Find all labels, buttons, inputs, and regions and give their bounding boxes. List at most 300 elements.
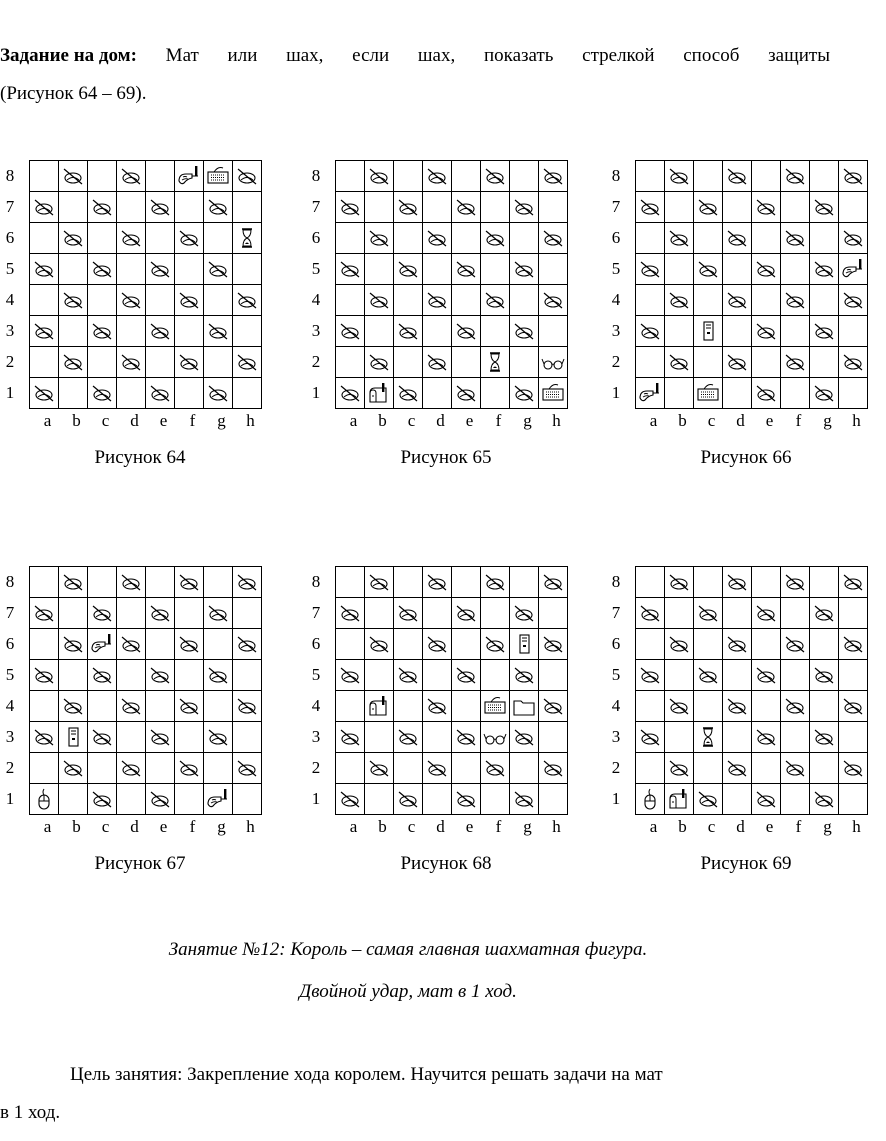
square-f6 xyxy=(175,223,204,254)
dark-square-hatch-icon xyxy=(754,664,778,686)
square-d6 xyxy=(423,223,452,254)
rank-label: 3 xyxy=(611,321,621,340)
task-line-1 xyxy=(0,44,830,68)
rank-label: 3 xyxy=(311,727,321,746)
square-h2 xyxy=(539,753,568,784)
dark-square-hatch-icon xyxy=(725,227,749,249)
square-a6 xyxy=(336,223,365,254)
keyboard-king-icon xyxy=(696,382,720,404)
file-label: h xyxy=(852,817,861,836)
rank-label: 2 xyxy=(5,758,15,777)
square-c6 xyxy=(88,629,117,660)
square-h5 xyxy=(233,660,262,691)
square-f6 xyxy=(481,223,510,254)
square-b7 xyxy=(365,598,394,629)
dark-square-hatch-icon xyxy=(235,633,259,655)
rank-label: 4 xyxy=(611,696,621,715)
square-h6 xyxy=(839,223,868,254)
square-f7 xyxy=(781,598,810,629)
chess-diagram xyxy=(0,160,280,468)
square-c4 xyxy=(394,691,423,722)
file-label: c xyxy=(407,411,416,430)
dark-square-hatch-icon xyxy=(32,726,56,748)
square-h4 xyxy=(839,285,868,316)
lesson-goal: Цель занятия: Закрепление хода королем. Научится решать задачи на мат xyxy=(70,1064,663,1085)
square-c1 xyxy=(394,784,423,815)
file-label: b xyxy=(72,817,81,836)
dark-square-hatch-icon xyxy=(396,664,420,686)
chessboard xyxy=(29,160,262,409)
dark-square-hatch-icon xyxy=(367,633,391,655)
square-e5 xyxy=(752,254,781,285)
hourglass-bishop-icon xyxy=(235,227,259,249)
square-d8 xyxy=(423,567,452,598)
dark-square-hatch-icon xyxy=(119,289,143,311)
lesson-title: Занятие №12: Король – самая главная шахматная фигура. xyxy=(168,939,648,960)
dark-square-hatch-icon xyxy=(667,351,691,373)
square-c6 xyxy=(394,629,423,660)
square-h4 xyxy=(233,285,262,316)
rank-label: 8 xyxy=(5,572,15,591)
diagram-caption: Рисунок 67 xyxy=(94,853,186,874)
square-e6 xyxy=(146,629,175,660)
square-b6 xyxy=(365,629,394,660)
dark-square-hatch-icon xyxy=(454,196,478,218)
square-g1 xyxy=(204,784,233,815)
square-f2 xyxy=(781,753,810,784)
square-g5 xyxy=(204,254,233,285)
square-h1 xyxy=(839,378,868,409)
dark-square-hatch-icon xyxy=(754,196,778,218)
dark-square-hatch-icon xyxy=(454,664,478,686)
dark-square-hatch-icon xyxy=(206,258,230,280)
square-g6 xyxy=(510,629,539,660)
square-a7 xyxy=(30,192,59,223)
mouse-pawn-icon xyxy=(638,788,662,810)
dark-square-hatch-icon xyxy=(206,602,230,624)
square-d1 xyxy=(723,784,752,815)
square-h7 xyxy=(233,192,262,223)
square-f8 xyxy=(481,567,510,598)
square-c7 xyxy=(88,598,117,629)
dark-square-hatch-icon xyxy=(148,664,172,686)
square-h5 xyxy=(839,660,868,691)
square-d7 xyxy=(423,598,452,629)
square-f2 xyxy=(481,347,510,378)
square-h6 xyxy=(233,629,262,660)
dark-square-hatch-icon xyxy=(454,382,478,404)
square-f1 xyxy=(175,378,204,409)
square-c8 xyxy=(694,161,723,192)
square-c8 xyxy=(88,161,117,192)
square-a2 xyxy=(336,347,365,378)
square-e5 xyxy=(452,660,481,691)
square-d8 xyxy=(723,161,752,192)
file-label: b xyxy=(378,817,387,836)
rank-label: 8 xyxy=(5,166,15,185)
square-g1 xyxy=(510,378,539,409)
dark-square-hatch-icon xyxy=(425,633,449,655)
file-label: h xyxy=(552,817,561,836)
dark-square-hatch-icon xyxy=(454,602,478,624)
rank-label: 7 xyxy=(5,603,15,622)
square-c4 xyxy=(694,285,723,316)
square-d2 xyxy=(117,347,146,378)
dark-square-hatch-icon xyxy=(367,227,391,249)
square-c7 xyxy=(88,192,117,223)
dark-square-hatch-icon xyxy=(725,571,749,593)
dark-square-hatch-icon xyxy=(638,602,662,624)
dark-square-hatch-icon xyxy=(483,289,507,311)
rank-label: 5 xyxy=(611,665,621,684)
square-f5 xyxy=(781,660,810,691)
chessboard xyxy=(635,160,868,409)
square-d3 xyxy=(117,722,146,753)
square-c2 xyxy=(394,753,423,784)
square-c7 xyxy=(394,192,423,223)
dark-square-hatch-icon xyxy=(338,726,362,748)
square-h1 xyxy=(233,784,262,815)
square-e1 xyxy=(752,378,781,409)
square-d2 xyxy=(723,753,752,784)
square-f3 xyxy=(781,316,810,347)
rank-label: 4 xyxy=(311,290,321,309)
hand-piece-icon xyxy=(841,258,865,280)
square-a1 xyxy=(336,784,365,815)
square-a1 xyxy=(636,784,665,815)
dark-square-hatch-icon xyxy=(512,382,536,404)
dark-square-hatch-icon xyxy=(235,289,259,311)
dark-square-hatch-icon xyxy=(725,695,749,717)
square-f7 xyxy=(175,192,204,223)
keyboard-king-icon xyxy=(541,382,565,404)
square-g8 xyxy=(204,161,233,192)
dark-square-hatch-icon xyxy=(32,196,56,218)
dark-square-hatch-icon xyxy=(754,602,778,624)
dark-square-hatch-icon xyxy=(235,695,259,717)
square-b8 xyxy=(59,567,88,598)
square-g7 xyxy=(810,192,839,223)
dark-square-hatch-icon xyxy=(177,351,201,373)
square-a6 xyxy=(336,629,365,660)
square-c3 xyxy=(694,316,723,347)
square-c5 xyxy=(88,254,117,285)
square-h7 xyxy=(233,598,262,629)
dark-square-hatch-icon xyxy=(32,258,56,280)
dark-square-hatch-icon xyxy=(425,351,449,373)
dark-square-hatch-icon xyxy=(812,602,836,624)
rank-label: 6 xyxy=(611,634,621,653)
dark-square-hatch-icon xyxy=(638,196,662,218)
square-g2 xyxy=(204,753,233,784)
file-label: g xyxy=(217,411,226,430)
square-a6 xyxy=(636,629,665,660)
square-d4 xyxy=(723,691,752,722)
square-g5 xyxy=(810,254,839,285)
glasses-knight-icon xyxy=(483,726,507,748)
square-g8 xyxy=(204,567,233,598)
square-h6 xyxy=(233,223,262,254)
dark-square-hatch-icon xyxy=(841,757,865,779)
square-h3 xyxy=(233,722,262,753)
square-d6 xyxy=(423,629,452,660)
task-word: защиты xyxy=(768,45,830,66)
square-a7 xyxy=(636,598,665,629)
square-g4 xyxy=(204,691,233,722)
square-b6 xyxy=(665,223,694,254)
square-a8 xyxy=(30,567,59,598)
square-h3 xyxy=(539,316,568,347)
square-b5 xyxy=(365,254,394,285)
square-a5 xyxy=(336,254,365,285)
dark-square-hatch-icon xyxy=(696,258,720,280)
rank-label: 3 xyxy=(611,727,621,746)
dark-square-hatch-icon xyxy=(90,382,114,404)
square-f6 xyxy=(175,629,204,660)
dark-square-hatch-icon xyxy=(696,196,720,218)
dark-square-hatch-icon xyxy=(177,227,201,249)
dark-square-hatch-icon xyxy=(841,351,865,373)
square-e1 xyxy=(452,784,481,815)
dark-square-hatch-icon xyxy=(61,757,85,779)
square-g4 xyxy=(204,285,233,316)
dark-square-hatch-icon xyxy=(367,757,391,779)
square-f2 xyxy=(175,753,204,784)
dark-square-hatch-icon xyxy=(177,695,201,717)
dark-square-hatch-icon xyxy=(638,726,662,748)
rank-label: 5 xyxy=(611,259,621,278)
square-f3 xyxy=(481,722,510,753)
square-f1 xyxy=(781,378,810,409)
dark-square-hatch-icon xyxy=(841,633,865,655)
rank-label: 3 xyxy=(5,727,15,746)
dark-square-hatch-icon xyxy=(754,258,778,280)
square-g4 xyxy=(810,285,839,316)
square-h7 xyxy=(839,192,868,223)
square-d2 xyxy=(423,753,452,784)
square-d5 xyxy=(723,660,752,691)
square-h2 xyxy=(839,347,868,378)
rank-label: 6 xyxy=(611,228,621,247)
dark-square-hatch-icon xyxy=(725,757,749,779)
square-b5 xyxy=(665,660,694,691)
dark-square-hatch-icon xyxy=(638,320,662,342)
dark-square-hatch-icon xyxy=(367,289,391,311)
dark-square-hatch-icon xyxy=(148,726,172,748)
square-b1 xyxy=(665,784,694,815)
square-c2 xyxy=(694,753,723,784)
square-e6 xyxy=(146,223,175,254)
square-b3 xyxy=(59,316,88,347)
diagram-caption: Рисунок 65 xyxy=(400,447,492,468)
file-label: e xyxy=(465,411,474,430)
square-d8 xyxy=(723,567,752,598)
square-a8 xyxy=(636,567,665,598)
square-e6 xyxy=(452,629,481,660)
hand-piece-icon xyxy=(177,165,201,187)
file-label: a xyxy=(349,411,358,430)
square-a1 xyxy=(336,378,365,409)
dark-square-hatch-icon xyxy=(396,320,420,342)
square-c3 xyxy=(88,722,117,753)
file-label: c xyxy=(407,817,416,836)
square-h2 xyxy=(539,347,568,378)
dark-square-hatch-icon xyxy=(32,602,56,624)
square-c3 xyxy=(694,722,723,753)
dark-square-hatch-icon xyxy=(32,320,56,342)
hourglass-bishop-icon xyxy=(483,351,507,373)
square-h4 xyxy=(233,691,262,722)
square-h1 xyxy=(233,378,262,409)
square-e4 xyxy=(452,285,481,316)
dark-square-hatch-icon xyxy=(812,320,836,342)
square-b5 xyxy=(59,660,88,691)
square-f5 xyxy=(175,660,204,691)
square-c6 xyxy=(88,223,117,254)
dark-square-hatch-icon xyxy=(396,726,420,748)
task-line-2: (Рисунок 64 – 69). xyxy=(0,83,147,104)
square-b4 xyxy=(59,691,88,722)
dark-square-hatch-icon xyxy=(512,664,536,686)
square-c3 xyxy=(394,722,423,753)
square-e4 xyxy=(146,691,175,722)
square-b4 xyxy=(665,691,694,722)
dark-square-hatch-icon xyxy=(812,726,836,748)
dark-square-hatch-icon xyxy=(754,726,778,748)
file-label: a xyxy=(43,411,52,430)
dark-square-hatch-icon xyxy=(638,258,662,280)
dark-square-hatch-icon xyxy=(696,602,720,624)
file-label: e xyxy=(765,817,774,836)
chessboard xyxy=(29,566,262,815)
dark-square-hatch-icon xyxy=(32,382,56,404)
square-e2 xyxy=(452,753,481,784)
square-c2 xyxy=(88,347,117,378)
file-label: h xyxy=(552,411,561,430)
square-d3 xyxy=(423,722,452,753)
square-a8 xyxy=(636,161,665,192)
square-g2 xyxy=(810,753,839,784)
square-d4 xyxy=(723,285,752,316)
square-b8 xyxy=(365,567,394,598)
rank-label: 5 xyxy=(5,259,15,278)
dark-square-hatch-icon xyxy=(667,289,691,311)
dark-square-hatch-icon xyxy=(235,351,259,373)
dark-square-hatch-icon xyxy=(454,320,478,342)
square-h7 xyxy=(539,598,568,629)
file-label: d xyxy=(436,411,445,430)
file-label: h xyxy=(246,411,255,430)
square-e6 xyxy=(752,223,781,254)
mailbox-queen-icon xyxy=(367,382,391,404)
square-g5 xyxy=(510,254,539,285)
square-h5 xyxy=(539,660,568,691)
folder-piece-icon xyxy=(512,695,536,717)
square-e5 xyxy=(146,254,175,285)
square-b3 xyxy=(365,722,394,753)
rank-label: 1 xyxy=(5,383,15,402)
square-g6 xyxy=(204,223,233,254)
dark-square-hatch-icon xyxy=(841,571,865,593)
diagram-caption: Рисунок 69 xyxy=(700,853,792,874)
square-d5 xyxy=(423,254,452,285)
square-f8 xyxy=(175,161,204,192)
dark-square-hatch-icon xyxy=(841,289,865,311)
square-h8 xyxy=(839,161,868,192)
square-h3 xyxy=(539,722,568,753)
dark-square-hatch-icon xyxy=(483,633,507,655)
file-label: a xyxy=(649,411,658,430)
square-e5 xyxy=(452,254,481,285)
square-d5 xyxy=(423,660,452,691)
square-g2 xyxy=(510,753,539,784)
square-f2 xyxy=(781,347,810,378)
dark-square-hatch-icon xyxy=(667,695,691,717)
square-c8 xyxy=(88,567,117,598)
file-label: a xyxy=(649,817,658,836)
square-h5 xyxy=(233,254,262,285)
file-label: d xyxy=(130,411,139,430)
square-d1 xyxy=(117,784,146,815)
dark-square-hatch-icon xyxy=(61,165,85,187)
square-h6 xyxy=(839,629,868,660)
rank-label: 7 xyxy=(311,603,321,622)
square-e2 xyxy=(452,347,481,378)
dark-square-hatch-icon xyxy=(338,196,362,218)
dark-square-hatch-icon xyxy=(541,757,565,779)
dark-square-hatch-icon xyxy=(206,726,230,748)
dark-square-hatch-icon xyxy=(667,165,691,187)
square-c5 xyxy=(694,254,723,285)
diagram-caption: Рисунок 66 xyxy=(700,447,792,468)
dark-square-hatch-icon xyxy=(783,351,807,373)
square-h4 xyxy=(539,285,568,316)
dark-square-hatch-icon xyxy=(119,351,143,373)
square-d6 xyxy=(117,223,146,254)
rank-label: 7 xyxy=(611,197,621,216)
dark-square-hatch-icon xyxy=(61,289,85,311)
dark-square-hatch-icon xyxy=(783,227,807,249)
square-g2 xyxy=(204,347,233,378)
dark-square-hatch-icon xyxy=(812,788,836,810)
square-f5 xyxy=(175,254,204,285)
square-a2 xyxy=(30,753,59,784)
square-b3 xyxy=(59,722,88,753)
dark-square-hatch-icon xyxy=(61,571,85,593)
square-g8 xyxy=(510,567,539,598)
rank-label: 1 xyxy=(311,383,321,402)
square-c5 xyxy=(88,660,117,691)
square-h7 xyxy=(539,192,568,223)
square-e6 xyxy=(752,629,781,660)
square-b4 xyxy=(365,691,394,722)
dark-square-hatch-icon xyxy=(119,571,143,593)
dark-square-hatch-icon xyxy=(425,695,449,717)
square-f3 xyxy=(781,722,810,753)
file-label: h xyxy=(852,411,861,430)
dark-square-hatch-icon xyxy=(541,165,565,187)
square-g7 xyxy=(810,598,839,629)
chess-diagram xyxy=(606,566,886,874)
square-d6 xyxy=(723,629,752,660)
square-c4 xyxy=(394,285,423,316)
square-e7 xyxy=(146,192,175,223)
square-e1 xyxy=(452,378,481,409)
square-g8 xyxy=(810,161,839,192)
dark-square-hatch-icon xyxy=(119,757,143,779)
dark-square-hatch-icon xyxy=(148,382,172,404)
square-g3 xyxy=(810,316,839,347)
